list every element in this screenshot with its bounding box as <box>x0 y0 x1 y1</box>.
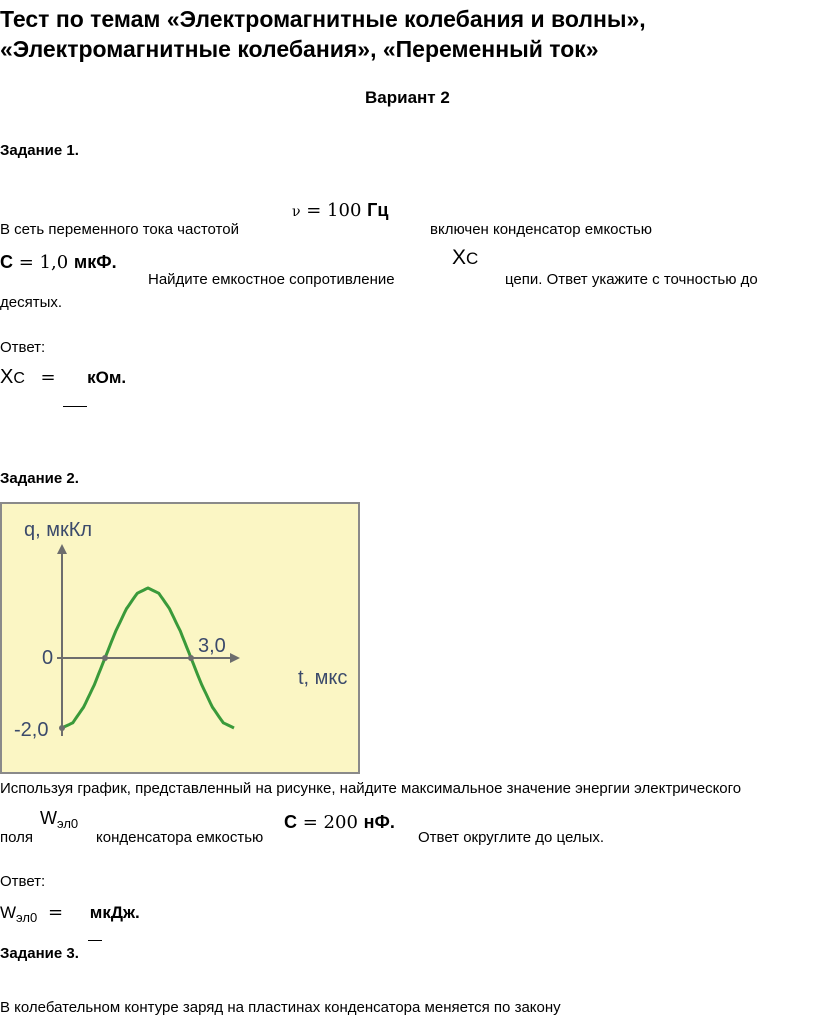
task1-text-b: включен конденсатор емкостью <box>430 221 652 238</box>
ans-equals: = <box>40 367 56 388</box>
task2-answer-label: Ответ: <box>0 873 46 890</box>
task1-text-c: Найдите емкостное сопротивление <box>148 271 395 288</box>
zero-crossing-point-2 <box>188 655 194 661</box>
c2-symbol: C <box>284 812 297 832</box>
capacitance-formula <box>0 252 117 273</box>
tick-label-xmark: 3,0 <box>198 635 226 657</box>
capacitance-200-formula <box>284 812 395 833</box>
x-axis-arrow <box>230 653 240 663</box>
task2-answer-formula <box>0 902 140 923</box>
task2-text-d: Ответ округлите до целых. <box>418 829 605 846</box>
task1-text-e: десятых. <box>0 294 63 311</box>
nu-value: = 100 <box>306 200 362 221</box>
charge-time-chart <box>0 502 360 774</box>
w-el0-symbol: $W_{эл0}$ <box>40 808 79 831</box>
task1-answer-formula <box>0 366 126 389</box>
task2-text-b: поля <box>0 829 34 846</box>
task2-text-a: Используя график, представленный на рисунке, найдите максимальное значение энергии электрического <box>0 780 742 797</box>
y-axis-arrow <box>57 544 67 554</box>
task1-text-a: В сеть переменного тока частотой <box>0 221 239 238</box>
page-title <box>0 4 646 64</box>
tick-label-ymin: -2,0 <box>14 719 49 741</box>
tick-label-zero: 0 <box>42 647 54 669</box>
ans-w-symbol: $W_{эл0}$ <box>0 903 38 925</box>
c-value: = 1,0 <box>18 252 69 273</box>
ans2-equals: = <box>47 902 64 923</box>
c2-value: = 200 <box>302 812 358 833</box>
task3-text-a: В колебательном контуре заряд на пластинах конденсатора меняется по закону <box>0 999 561 1016</box>
task3-heading: Задание 3. <box>0 945 79 962</box>
frequency-formula <box>292 200 388 221</box>
title-line-2: «Электромагнитные колебания», «Переменный ток» <box>0 36 599 62</box>
task2-answer-blank[interactable] <box>88 940 102 941</box>
c2-unit: нФ. <box>363 812 395 832</box>
variant-heading: Вариант 2 <box>365 88 450 107</box>
task1-text-d: цепи. Ответ укажите с точностью до <box>505 271 758 288</box>
ans-xc-symbol: XC <box>0 366 25 388</box>
start-point <box>59 725 65 731</box>
zero-crossing-point-1 <box>102 655 108 661</box>
task1-answer-label: Ответ: <box>0 339 46 356</box>
y-axis-label: q, мкКл <box>24 519 93 541</box>
c-unit: мкФ. <box>73 252 117 272</box>
task2-text-c: конденсатора емкостью <box>96 829 264 846</box>
xc-symbol: XC <box>452 246 479 269</box>
task1-heading: Задание 1. <box>0 142 79 159</box>
ans-unit-mkdj: мкДж. <box>89 903 140 922</box>
task1-answer-blank[interactable] <box>63 406 87 407</box>
nu-symbol: ν <box>292 204 301 220</box>
ans-unit-kohm: кОм. <box>87 368 127 387</box>
chart-svg <box>2 504 358 772</box>
x-axis-label: t, мкс <box>298 667 348 689</box>
nu-unit: Гц <box>367 200 389 220</box>
title-line-1: Тест по темам «Электромагнитные колебания и волны», <box>0 6 646 32</box>
task2-heading: Задание 2. <box>0 470 79 487</box>
c-symbol: C <box>0 252 13 272</box>
